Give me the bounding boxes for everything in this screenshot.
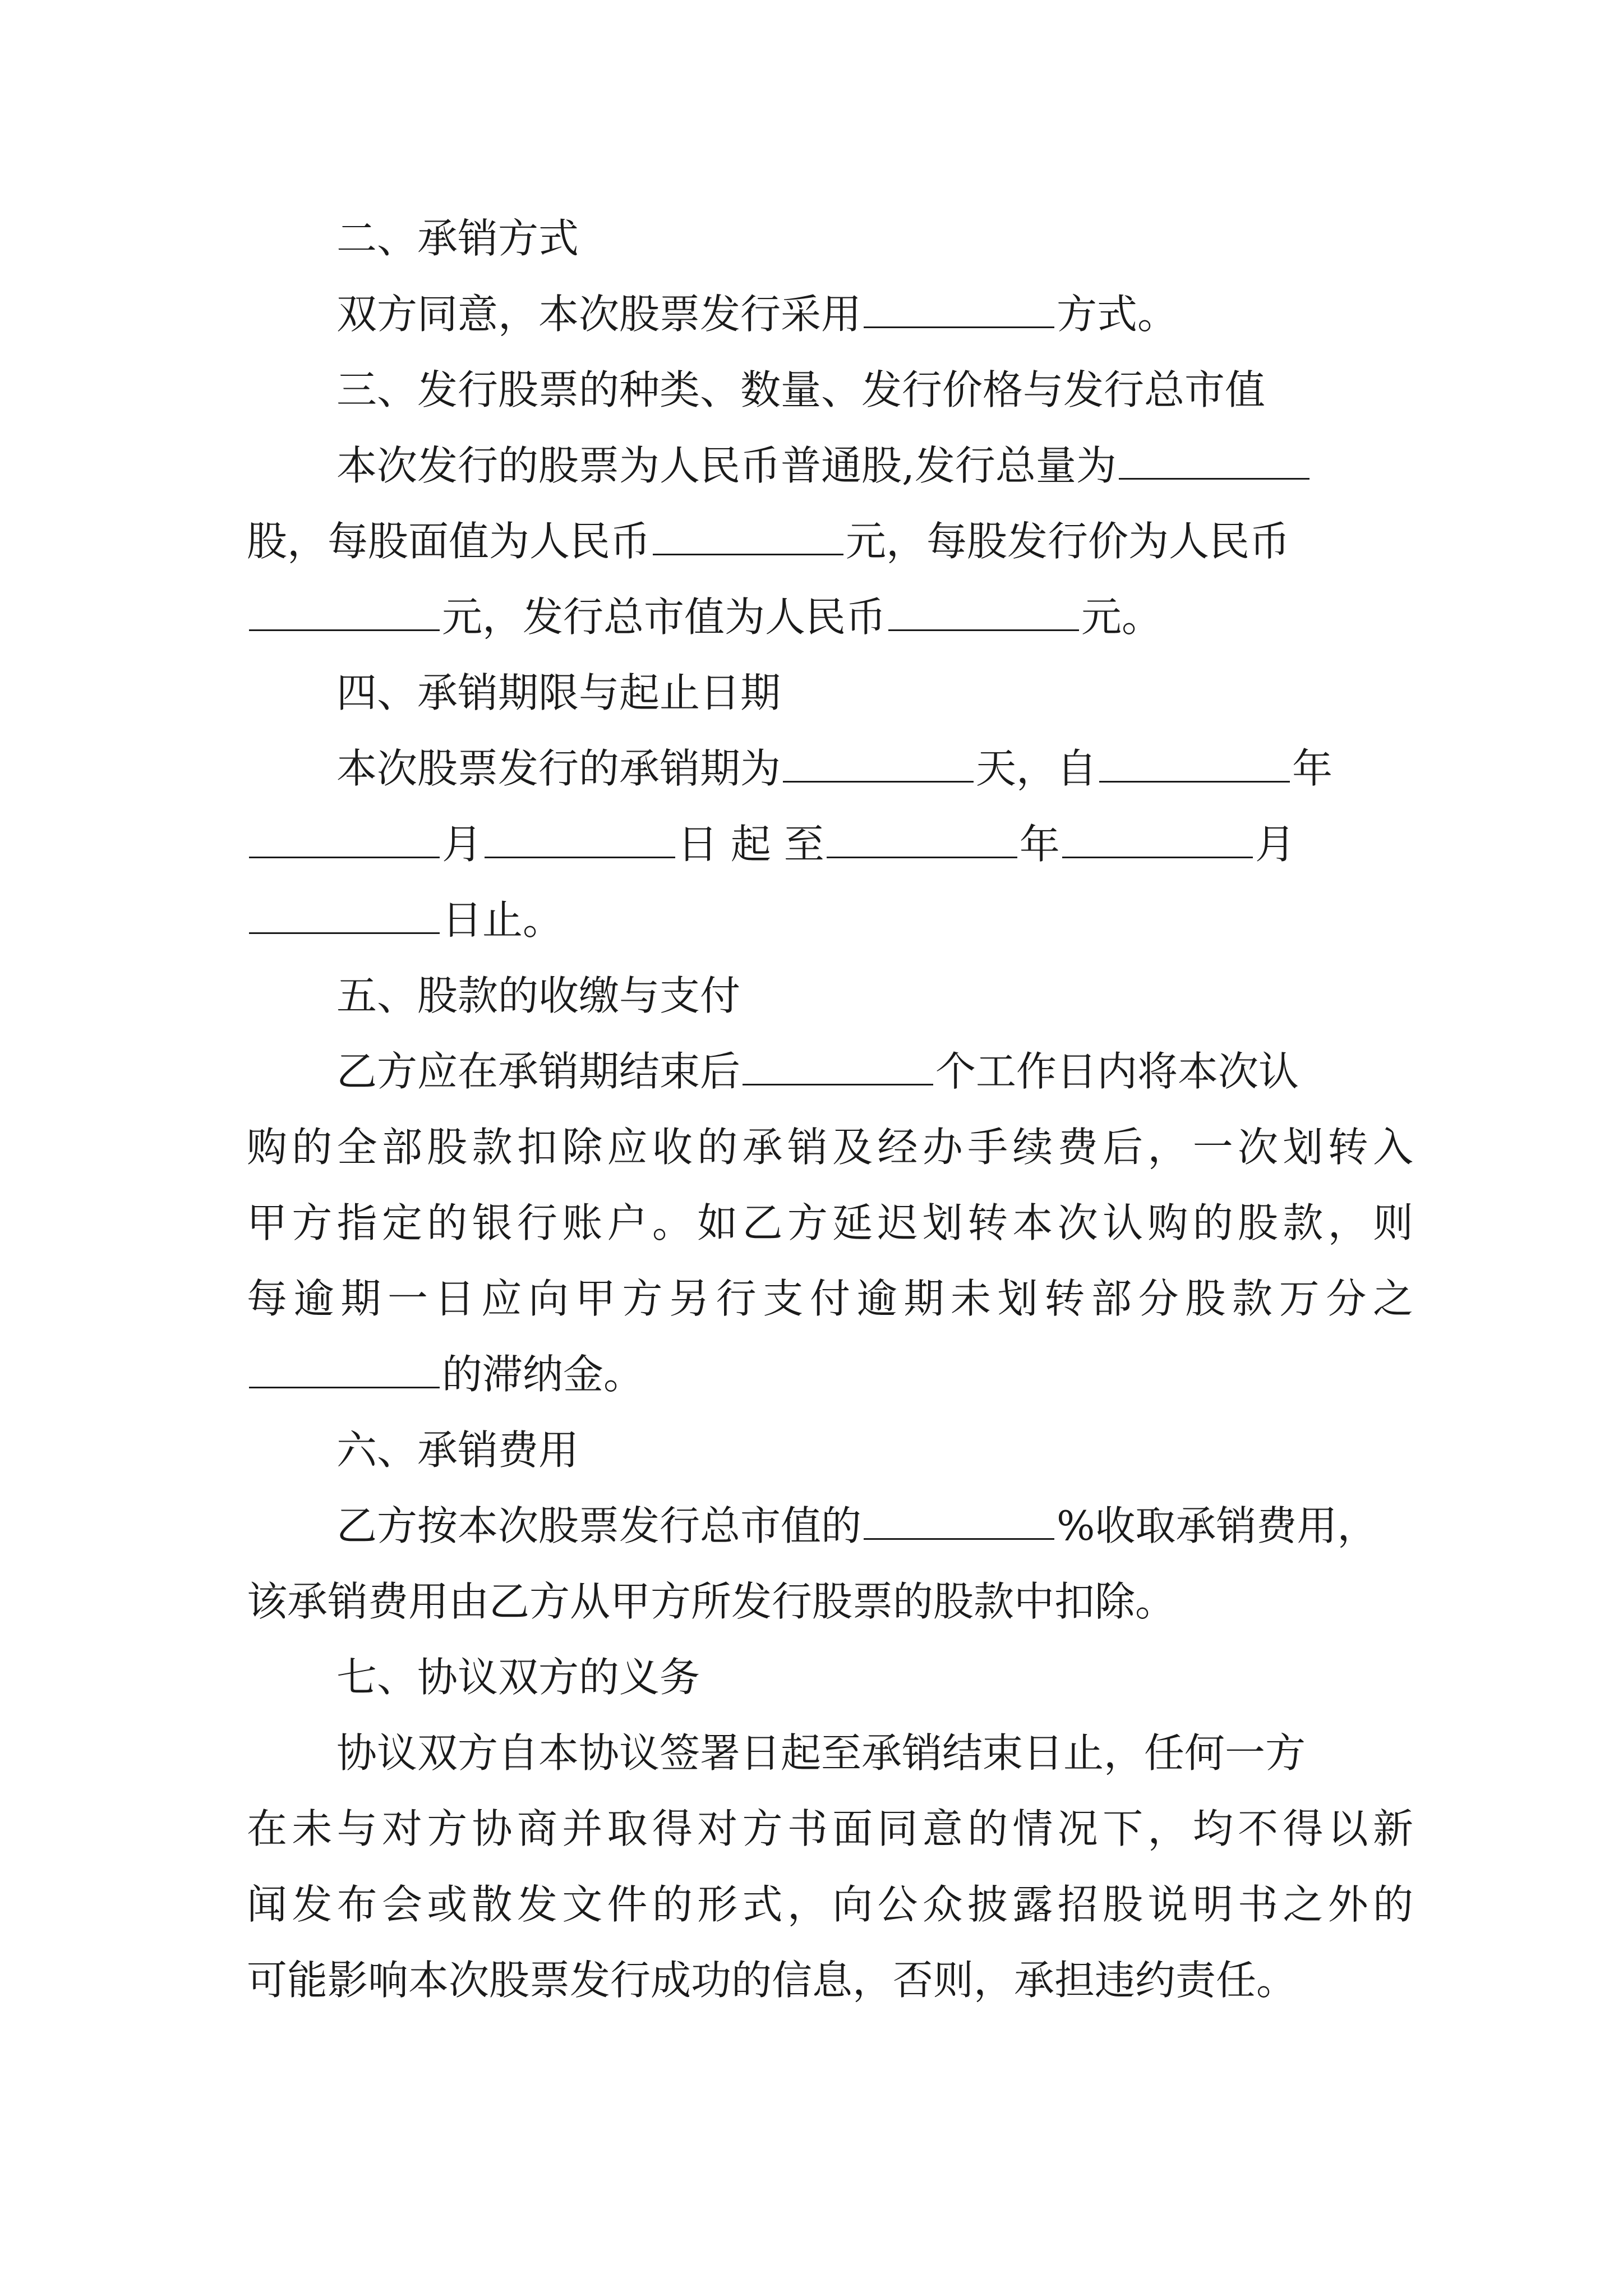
- paragraph-line: 闻发布会或散发文件的形式，向公众披露招股说明书之外的: [247, 1881, 1413, 1928]
- section-heading: 六、承销费用: [336, 1427, 579, 1474]
- paragraph-line: 的滞纳金。: [247, 1349, 1413, 1400]
- paragraph-line: 双方同意，本次股票发行采用 方式。: [336, 291, 1178, 338]
- paragraph-line: 乙方应在承销期结束后 个工作日内将本次认: [336, 1048, 1299, 1095]
- paragraph-line: 每逾期一日应向甲方另行支付逾期未划转部分股款万分之: [247, 1275, 1413, 1322]
- paragraph-line: 日止。: [247, 895, 1413, 945]
- section-heading: 四、承销期限与起止日期: [336, 669, 781, 716]
- fill-blank[interactable]: [249, 821, 440, 858]
- paragraph-line: 可能影响本次股票发行成功的信息，否则，承担违约责任。: [247, 1957, 1297, 2004]
- section-heading: 七、协议双方的义务: [336, 1654, 700, 1701]
- paragraph-line: 协议双方自本协议签署日起至承销结束日止，任何一方: [336, 1729, 1306, 1777]
- fill-blank[interactable]: [864, 1502, 1054, 1540]
- section-heading: 五、股款的收缴与支付: [336, 972, 741, 1019]
- fill-blank[interactable]: [783, 745, 974, 783]
- fill-blank[interactable]: [1099, 745, 1290, 783]
- paragraph-line: 元，发行总市值为人民币 元。: [247, 592, 1413, 642]
- fill-blank[interactable]: [827, 821, 1017, 858]
- section-heading: 三、发行股票的种类、数量、发行价格与发行总市值: [336, 366, 1266, 413]
- fill-blank[interactable]: [653, 518, 843, 555]
- fill-blank[interactable]: [249, 1351, 440, 1388]
- paragraph-line: 乙方按本次股票发行总市值的 %收取承销费用，: [336, 1502, 1378, 1549]
- fill-blank[interactable]: [249, 593, 440, 631]
- fill-blank[interactable]: [743, 1048, 933, 1085]
- fill-blank[interactable]: [888, 593, 1079, 631]
- paragraph-line: 本次股票发行的承销期为 天，自 年: [336, 745, 1333, 792]
- fill-blank[interactable]: [1119, 442, 1310, 480]
- paragraph-line: 股，每股面值为人民币 元，每股发行价为人民币: [247, 518, 1290, 565]
- fill-blank[interactable]: [485, 821, 675, 858]
- paragraph-line: 甲方指定的银行账户。如乙方延迟划转本次认购的股款，则: [247, 1199, 1413, 1246]
- fill-blank[interactable]: [1062, 821, 1253, 858]
- paragraph-line: 购的全部股款扣除应收的承销及经办手续费后，一次划转入: [247, 1124, 1413, 1171]
- fill-blank[interactable]: [249, 896, 440, 934]
- paragraph-line: 本次发行的股票为人民币普通股,发行总量为: [336, 440, 1503, 491]
- paragraph-line: 月 日 起 至 年 月: [247, 819, 1413, 869]
- paragraph-line: 该承销费用由乙方从甲方所发行股票的股款中扣除。: [247, 1578, 1176, 1625]
- section-heading: 二、承销方式: [336, 215, 579, 262]
- paragraph-line: 在未与对方协商并取得对方书面同意的情况下，均不得以新: [247, 1805, 1413, 1852]
- fill-blank[interactable]: [864, 291, 1054, 328]
